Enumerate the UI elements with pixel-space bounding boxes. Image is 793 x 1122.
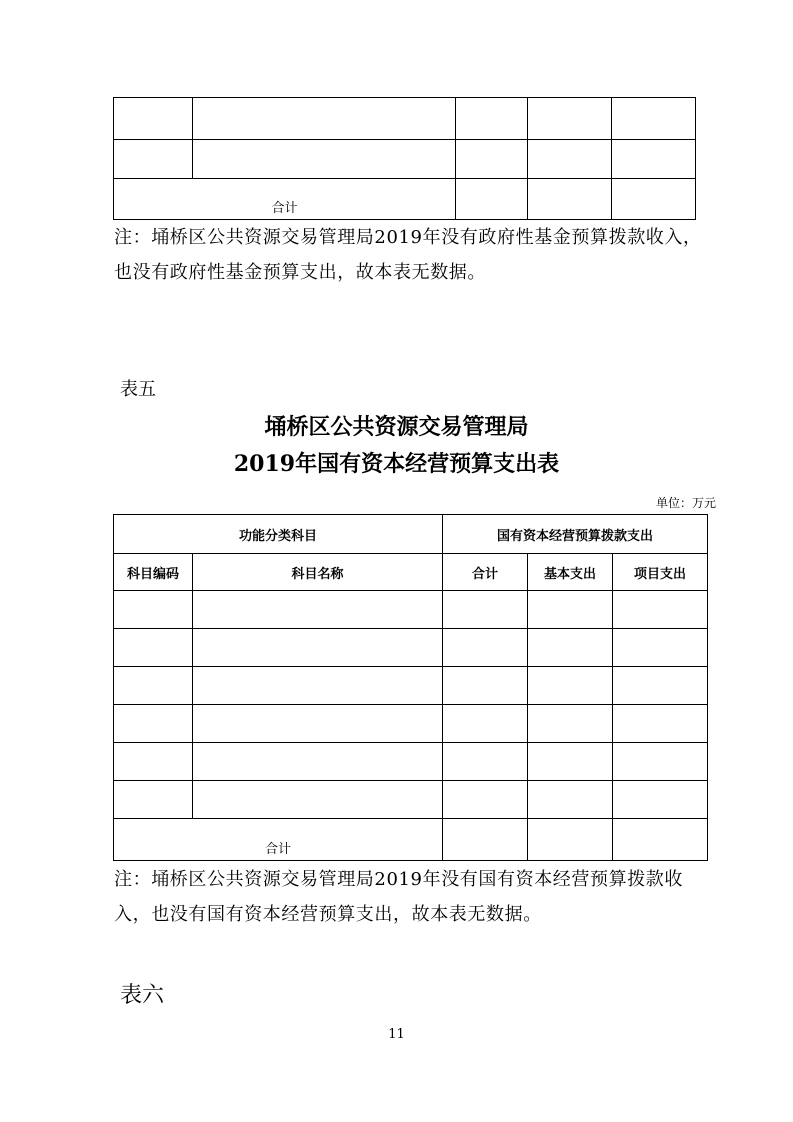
table-cell <box>193 743 443 781</box>
table-row <box>114 140 696 179</box>
table-cell <box>193 667 443 705</box>
header-total: 合计 <box>443 554 528 591</box>
table-cell <box>114 705 193 743</box>
table-cell <box>443 705 528 743</box>
table-cell <box>114 667 193 705</box>
table-4-continuation <box>113 97 696 220</box>
table-cell <box>528 819 613 861</box>
table-row <box>114 743 708 781</box>
table-cell <box>528 591 613 629</box>
table-cell <box>613 667 708 705</box>
table-cell <box>612 179 696 220</box>
total-label: 合计 <box>114 819 443 861</box>
table-cell <box>613 743 708 781</box>
unit-label: 单位：万元 <box>655 496 716 510</box>
table-cell <box>613 591 708 629</box>
table-header-row <box>114 554 708 591</box>
table-cell <box>114 629 193 667</box>
table-cell <box>193 140 456 179</box>
table-row <box>114 98 696 140</box>
table-cell <box>613 705 708 743</box>
table-row <box>114 591 708 629</box>
header-basic-expenditure: 基本支出 <box>528 554 613 591</box>
table-cell <box>528 140 612 179</box>
header-project-expenditure: 项目支出 <box>613 554 708 591</box>
header-subject-name: 科目名称 <box>193 554 443 591</box>
document-title-line-2: 2019年国有资本经营预算支出表 <box>233 451 560 477</box>
table-cell <box>114 140 193 179</box>
table-row <box>114 781 708 819</box>
table-header-row <box>114 515 708 554</box>
table-cell <box>193 781 443 819</box>
table-row <box>114 629 708 667</box>
table-cell <box>613 629 708 667</box>
page-number: 11 <box>388 1027 405 1042</box>
table-cell <box>193 705 443 743</box>
table-cell <box>443 667 528 705</box>
table-5-label: 表五 <box>120 379 156 400</box>
table-cell <box>528 781 613 819</box>
header-functional-category: 功能分类科目 <box>114 515 443 554</box>
table-row <box>114 667 708 705</box>
header-capital-budget-expenditure: 国有资本经营预算拨款支出 <box>443 515 708 554</box>
table-cell <box>114 743 193 781</box>
table-cell <box>114 591 193 629</box>
table-6-label: 表六 <box>120 983 165 1008</box>
table-cell <box>114 98 193 140</box>
table-total-row <box>114 819 708 861</box>
table-cell <box>443 591 528 629</box>
table-cell <box>528 743 613 781</box>
table-5 <box>113 514 708 861</box>
header-subject-code: 科目编码 <box>114 554 193 591</box>
table-cell <box>443 781 528 819</box>
table-cell <box>443 629 528 667</box>
table-cell <box>193 629 443 667</box>
table-cell <box>456 140 528 179</box>
table-cell <box>612 98 696 140</box>
table-cell <box>456 98 528 140</box>
table-cell <box>613 819 708 861</box>
table-5-note: 注：埇桥区公共资源交易管理局2019年没有国有资本经营预算拨款收入，也没有国有资本经营预算支出，故本表无数据。 <box>114 869 684 925</box>
table-cell <box>613 781 708 819</box>
table-cell <box>528 667 613 705</box>
table-4-note: 注：埇桥区公共资源交易管理局2019年没有政府性基金预算拨款收入，也没有政府性基金预算支出，故本表无数据。 <box>114 227 702 283</box>
table-cell <box>528 705 613 743</box>
table-cell <box>443 819 528 861</box>
table-cell <box>528 179 612 220</box>
table-cell <box>114 781 193 819</box>
total-label: 合计 <box>114 179 456 220</box>
table-cell <box>193 98 456 140</box>
table-cell <box>528 98 612 140</box>
table-total-row <box>114 179 696 220</box>
table-row <box>114 705 708 743</box>
table-cell <box>193 591 443 629</box>
table-cell <box>612 140 696 179</box>
document-title-line-1: 埇桥区公共资源交易管理局 <box>264 414 529 440</box>
table-cell <box>528 629 613 667</box>
table-cell <box>456 179 528 220</box>
table-cell <box>443 743 528 781</box>
